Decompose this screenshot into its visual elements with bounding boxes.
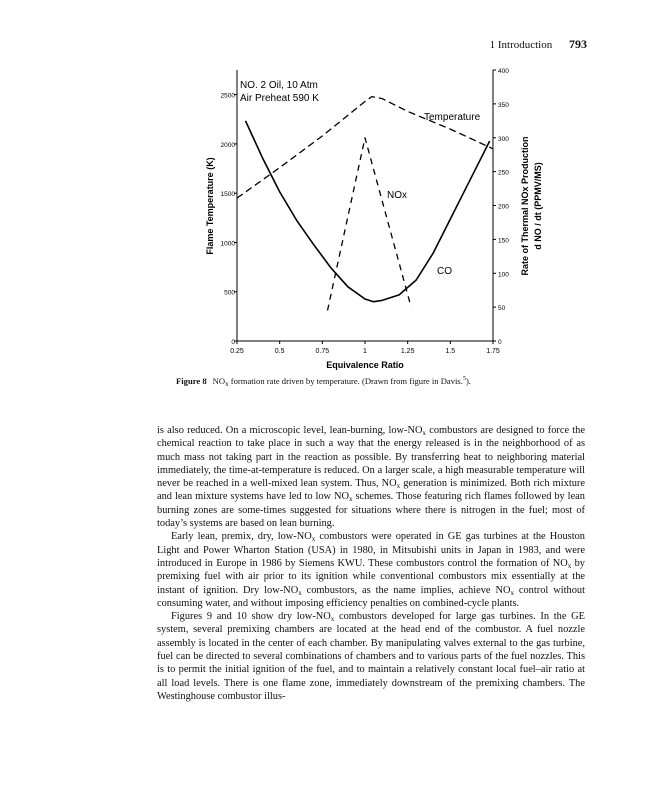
- right-tick-label: 50: [498, 305, 506, 313]
- x-tick-label: 0.25: [230, 348, 244, 355]
- left-tick-label: 0: [231, 339, 235, 346]
- right-tick-label: 200: [498, 203, 509, 211]
- right-tick-label: 250: [498, 169, 509, 177]
- left-tick-label: 1500: [220, 191, 235, 199]
- chapter-title: 1 Introduction: [489, 39, 553, 51]
- paragraph-1: is also reduced. On a microscopic level, lean-burning, low-$NO_x$ combustors are designed to force the chemical reaction to take place in such a way that the energy released is in the neighborhood of as much mass not taking part in the reaction as possible. By transferring heat to neighboring material immediately, the time-at-temperature is reduced. On a larger scale, a high measurable temperature will never be reached in a well-mixed lean system. Thus, $NO_x$ generation is minimized. Both rich mixture and lean mixture systems have led to low $NO_x$ schemes. Those featuring rich flames followed by lean burning zones are some-times suggested for situations where there is nitrogen in the fuel; most of today’s systems are based on lean burning.: [157, 425, 585, 530]
- series-line-nox: [328, 138, 412, 311]
- series-label-nox: NOx: [387, 190, 407, 201]
- right-tick-label: 100: [498, 271, 509, 279]
- paragraph-3: Figures 9 and 10 show dry low-$NO_x$ combustors developed for large gas turbines. In the GE system, several premixing chambers are located at the head end of the combustor. A fuel nozzle assembly is located in the center of each chamber. By manipulating valves external to the gas turbine, fuel can be directed to several combinations of chambers and to various parts of the fuel nozzles. This is to permit the initial ignition of the fuel, and to maintain a relatively constant local fuel–air ratio at all load levels. There is one flame zone, immediately downstream of the premixing chambers. The Westinghouse combustor illus-: [157, 611, 585, 702]
- paragraph-2: Early lean, premix, dry, low-$NO_x$ combustors were operated in GE gas turbines at the Houston Light and Power Wharton Station (USA) in 1980, in Mitsubishi units in Japan in 1983, and were introduced in Europe in 1986 by Siemens KWU. These combustors control the formation of $NO_x$ by premixing fuel with air prior to its ignition while conventional combustors mix essentially at the instant of ignition. Dry low-$NO_x$ combustors, as the name implies, achieve $NO_x$ control without consuming water, and without imposing efficiency penalties on combined-cycle plants.: [157, 531, 586, 609]
- caption-label: Figure 8: [176, 376, 207, 386]
- left-axis-label: Flame Temperature (K): [205, 157, 215, 255]
- left-tick-label: 1000: [220, 240, 235, 248]
- x-tick-label: 1.5: [445, 348, 456, 355]
- figure-caption: Figure 8 $NO_x$ formation rate driven by temperature. (Drawn from figure in Davis.$^5$).: [176, 376, 471, 388]
- left-tick-label: 2000: [220, 141, 235, 149]
- left-tick-label: 500: [224, 289, 235, 297]
- right-axis-label-line-2: d NO / dt (PPMV/MS): [533, 162, 543, 250]
- series-label-temperature: Temperature: [424, 112, 481, 123]
- left-tick-label: 2500: [220, 92, 235, 100]
- page-number: 793: [569, 37, 587, 51]
- x-axis-label: Equivalence Ratio: [326, 360, 404, 370]
- right-tick-label: 0: [498, 339, 502, 346]
- chart-series: [237, 97, 493, 311]
- x-tick-label: 1: [363, 348, 367, 355]
- x-tick-label: 0.5: [274, 348, 285, 355]
- x-tick-label: 1.75: [486, 348, 500, 355]
- chart-axes: [237, 70, 493, 341]
- body-text: [157, 424, 585, 703]
- figure-8-chart: [0, 0, 647, 380]
- x-tick-label: 1.25: [400, 348, 415, 355]
- x-tick-label: 0.75: [315, 348, 330, 355]
- right-tick-label: 400: [498, 68, 509, 75]
- right-tick-label: 300: [498, 135, 509, 143]
- right-tick-label: 150: [498, 237, 509, 245]
- legend-title-line-1: NO. 2 Oil, 10 Atm: [240, 80, 318, 91]
- series-label-co: CO: [437, 266, 452, 277]
- right-tick-label: 350: [498, 101, 509, 109]
- right-axis-label-line-1: Rate of Thermal NOx Production: [520, 136, 530, 276]
- legend-title-line-2: Air Preheat 590 K: [240, 93, 319, 104]
